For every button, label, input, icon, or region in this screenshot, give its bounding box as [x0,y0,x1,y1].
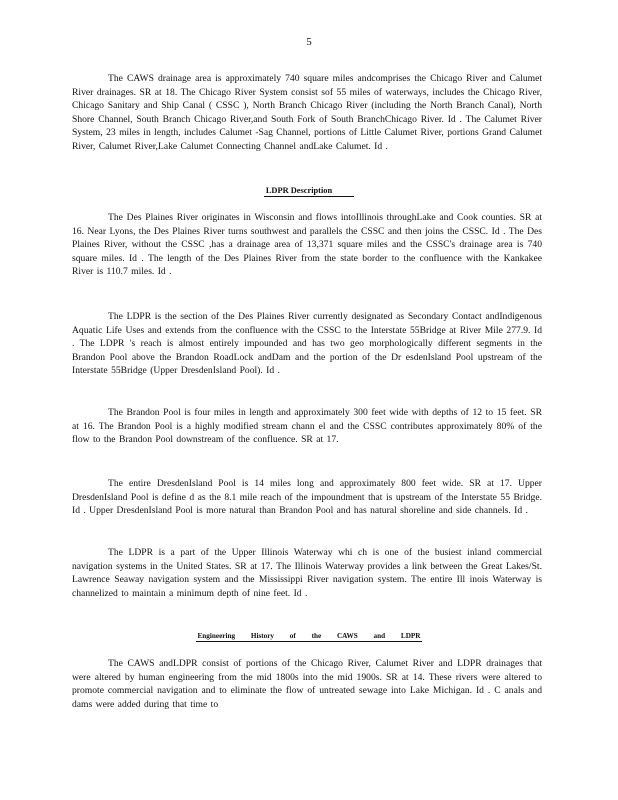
paragraph-engineering-history: The CAWS andLDPR consist of portions of the Chicago River, Calumet River and LDPR drainages that were altered by human engineering from the mid 1800s into the mid 1900s. SR at 14. These rivers were altered to promote commercial navigation and to eliminate the flow of untreated sewage into Lake Michigan. Id . C anals and dams were added during that time to [72,658,542,710]
paragraph-brandon-pool: The Brandon Pool is four miles in length and approximately 300 feet wide with depths of 12 to 15 feet. SR at 16. The Brandon Pool is a highly modified stream chann el and the CSSC contributes approximately 80% of the flow to the Brandon Pool downstream of the confluence. SR at 17. [72,407,542,446]
section-heading-ldpr-description [0,186,618,197]
section-heading-engineering-history [0,632,618,642]
paragraph-ldpr-section: The LDPR is the section of the Des Plaines River currently designated as Secondary Contact andIndigenous Aquatic Life Uses and extends from the confluence with the CSSC to the Interstate 55Bridge at River Mile 277.9. Id . The LDPR 's reach is almost entirely impounded and has two geo morphologically different segments in the Brandon Pool above the Brandon RoadLock andDam and the portion of the Dr esdenIsland Pool upstream of the Interstate 55Bridge (Upper DresdenIsland Pool). Id . [72,311,542,377]
page-number: 5 [306,36,312,48]
section-heading-engineering-history-text: Engineering History of the CAWS and LDPR [197,632,421,640]
paragraph-dresden-island-pool: The entire DresdenIsland Pool is 14 miles long and approximately 800 feet wide. SR at 17. Upper DresdenIsland Pool is define d as the 8.1 mile reach of the impoundment that is upstream of the Interstate 55 Bridge. Id . Upper DresdenIsland Pool is more natural than Brandon Pool and has natural shoreline and side channels. Id . [72,478,542,517]
paragraph-caws-drainage: The CAWS drainage area is approximately 740 square miles andcomprises the Chicago River and Calumet River drainages. SR at 18. The Chicago River System consist sof 55 miles of waterways, includes the Chicago River, Chicago Sanitary and Ship Canal ( CSSC ), North Branch Chicago River (including the North Branch Canal), North Shore Channel, South Branch Chicago River,and South Fork of South BranchChicago River. Id . The Calumet River System, 23 miles in length, includes Calumet -Sag Channel, portions of Little Calumet River, portions Grand Calumet River, Calumet River,Lake Calumet Connecting Channel andLake Calumet. Id . [72,73,542,152]
paragraph-des-plaines-river: The Des Plaines River originates in Wisconsin and flows intoIllinois throughLake and Cook counties. SR at 16. Near Lyons, the Des Plaines River turns southwest and parallels the CSSC and then joins the CSSC. Id . The Des Plaines River, without the CSSC ,has a drainage area of 13,371 square miles and the CSSC's drainage area is 740 square miles. Id . The length of the Des Plaines River from the state border to the confluence with the Kankakee River is 110.7 miles. Id . [72,212,542,278]
paragraph-illinois-waterway: The LDPR is a part of the Upper Illinois Waterway whi ch is one of the busiest inland commercial navigation systems in the United States. SR at 17. The Illinois Waterway provides a link between the Great Lakes/St. Lawrence Seaway navigation system and the Mississippi River navigation system. The entire Ill inois Waterway is channelized to maintain a minimum depth of nine feet. Id . [72,547,542,599]
section-heading-ldpr-description-text: LDPR Description [264,186,354,197]
